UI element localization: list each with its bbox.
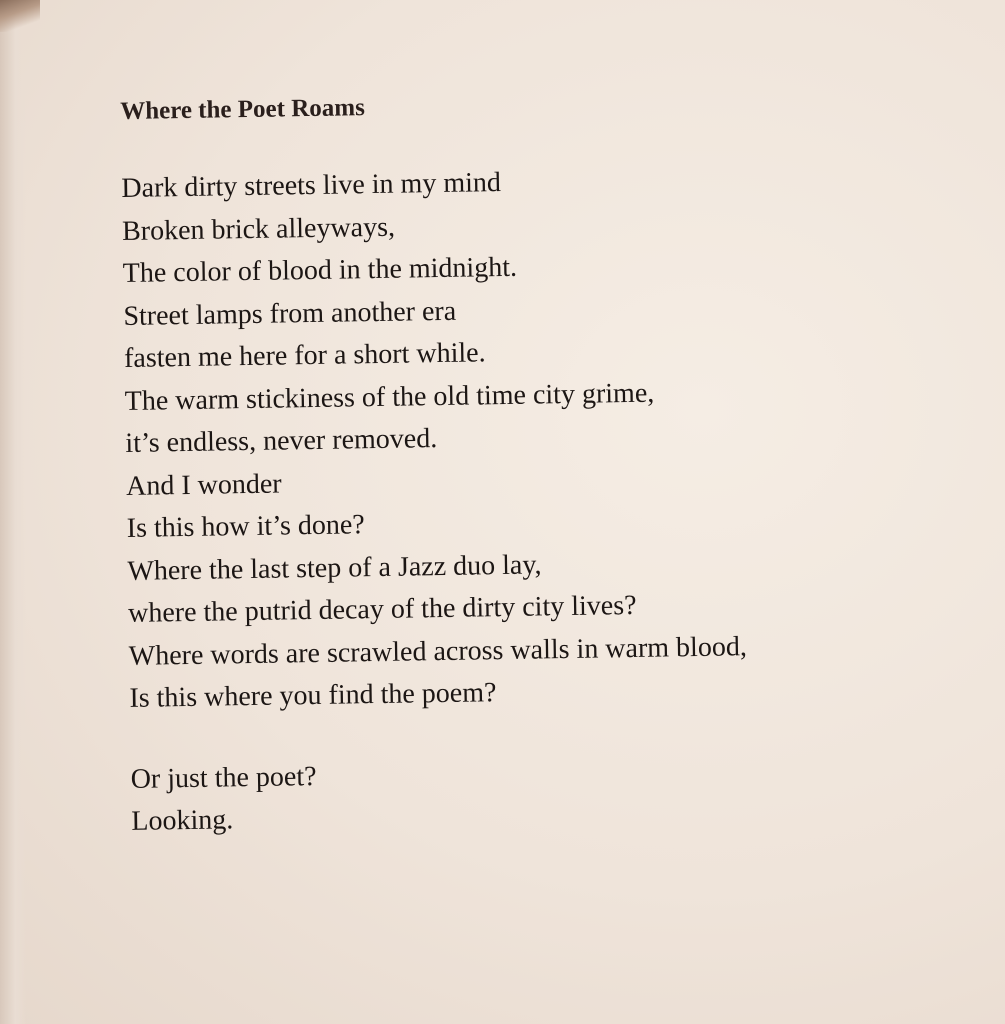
- poem-line: Is this where you find the poem?: [129, 677, 497, 714]
- poem-line: And I wonder: [125, 468, 282, 502]
- page-gutter-shadow: [0, 0, 26, 1024]
- poem: [120, 85, 952, 881]
- stanza-2: [130, 746, 951, 844]
- poem-line: Broken brick alleyways,: [121, 211, 396, 247]
- poem-title: Where the Poet Roams: [120, 94, 366, 125]
- poem-line: it’s endless, never removed.: [125, 423, 438, 459]
- poem-line: Or just the poet?: [130, 760, 317, 795]
- page-corner: [0, 0, 40, 32]
- poem-line: The color of blood in the midnight.: [122, 251, 518, 289]
- poem-line: The warm stickiness of the old time city grime,: [124, 377, 655, 417]
- poem-line: Where words are scrawled across walls in warm blood,: [128, 630, 748, 672]
- poem-line: Dark dirty streets live in my mind: [121, 167, 502, 204]
- stanza-1: [121, 155, 950, 720]
- poem-line: Looking.: [131, 804, 234, 837]
- poem-line: Is this how it’s done?: [126, 509, 365, 544]
- poem-line: Street lamps from another era: [123, 295, 457, 332]
- poem-line: Where the last step of a Jazz duo lay,: [127, 548, 542, 587]
- poem-line: fasten me here for a short while.: [123, 337, 486, 374]
- poem-line: where the putrid decay of the dirty city lives?: [127, 589, 637, 629]
